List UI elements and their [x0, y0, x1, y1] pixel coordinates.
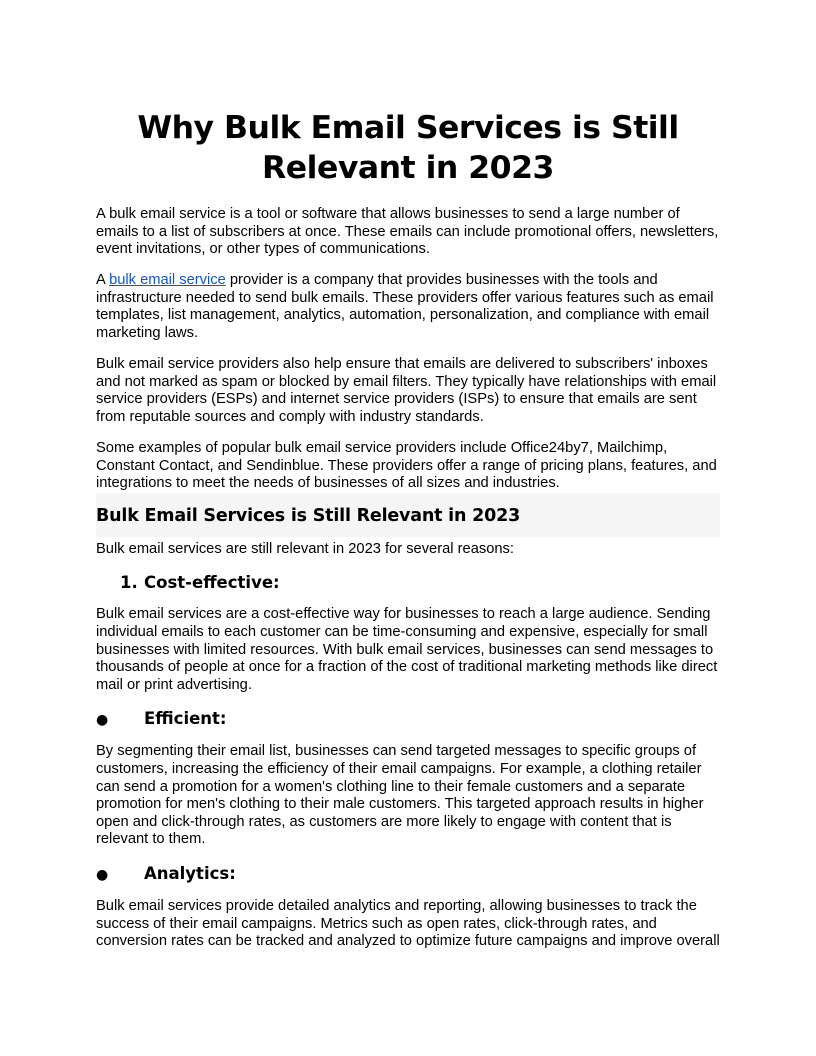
bullet-icon: ●	[96, 866, 109, 883]
intro-paragraph-1: A bulk email service is a tool or software that allows businesses to send a large number of emails to a list of subscribers at once. These emails can include promotional offers, newsletters, event invitations, or other types of communications.	[96, 206, 719, 258]
section-heading-band	[96, 493, 720, 537]
intro-paragraph-4: Some examples of popular bulk email service providers include Office24by7, Mailchimp, Constant Contact, and Sendinblue. These providers offer a range of pricing plans, features, and integrations to meet the needs of businesses of all sizes and industries.	[96, 440, 717, 492]
item-heading-text: Analytics:	[144, 863, 236, 883]
numbered-marker: 1.	[120, 573, 138, 593]
item-heading-text: Cost-effective:	[144, 573, 280, 593]
page-title: Why Bulk Email Services is Still Relevant in 2023	[137, 110, 679, 186]
intro-paragraph-2-suffix: provider is a company that provides businesses with the tools and infrastructure needed to send bulk emails. These providers offer various features such as email templates, list management, analytics, automation, personalization, and compliance with email marketing laws.	[96, 272, 714, 342]
item-heading-cost-effective	[96, 572, 720, 594]
bulk-email-service-link[interactable]: bulk email service	[109, 272, 226, 289]
document-page	[96, 108, 720, 951]
item-body-analytics: Bulk email services provide detailed analytics and reporting, allowing businesses to track the success of their email campaigns. Metrics such as open rates, click-through rates, and conversion rates can be tracked and analyzed to optimize future campaigns and improve overall	[96, 897, 720, 950]
bullet-icon: ●	[96, 712, 109, 729]
intro-paragraph-3: Bulk email service providers also help ensure that emails are delivered to subscribers' inboxes and not marked as spam or blocked by email filters. They typically have relationships with email service providers (ESPs) and internet service providers (ISPs) to ensure that emails are sent from reputable sources and comply with industry standards.	[96, 356, 717, 425]
item-heading-analytics	[96, 863, 720, 886]
item-body-efficient: By segmenting their email list, businesses can send targeted messages to specific groups of customers, increasing the efficiency of their email campaigns. For example, a clothing retailer can send a promotion for a women's clothing line to their female customers and a separate promotion for men's clothing to their male customers. This targeted approach results in higher open and click-through rates, as customers are more likely to engage with content that is relevant to them.	[96, 743, 704, 848]
section-lead: Bulk email services are still relevant in 2023 for several reasons:	[96, 540, 514, 557]
item-heading-efficient	[96, 708, 720, 731]
section-heading: Bulk Email Services is Still Relevant in 2023	[96, 505, 521, 526]
item-heading-text: Efficient:	[144, 709, 227, 729]
item-body-cost-effective: Bulk email services are a cost-effective way for businesses to reach a large audience. Sending individual emails to each customer can be time-consuming and expensive, especially for small businesses with limited resources. With bulk email services, businesses can send messages to thousands of people at once for a fraction of the cost of traditional marketing methods like direct mail or print advertising.	[96, 606, 718, 693]
intro-paragraph-2	[96, 272, 720, 342]
intro-paragraph-2-prefix: A	[96, 272, 110, 289]
